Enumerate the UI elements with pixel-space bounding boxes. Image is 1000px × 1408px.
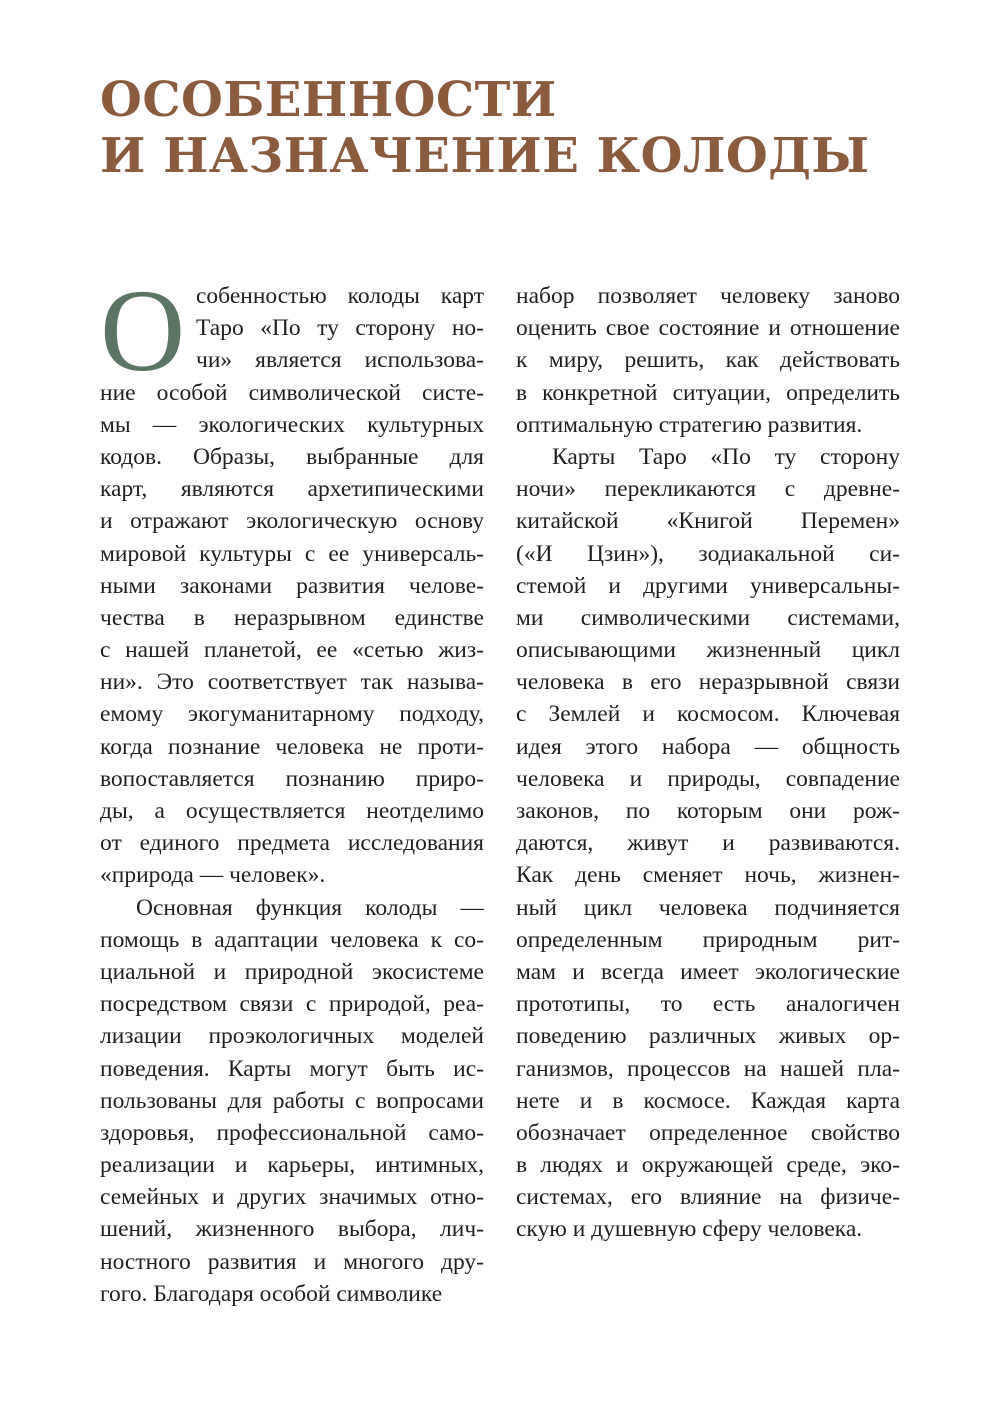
- text-line: ми символическими системами,: [516, 604, 900, 631]
- text-line: ными законами развития челове-: [100, 572, 484, 599]
- text-line: Как день сменяет ночь, жизнен-: [516, 862, 900, 889]
- text-line: набор позволяет человеку заново: [516, 283, 900, 309]
- text-line: с Землей и космосом. Ключевая: [516, 701, 900, 728]
- text-line: ды, а осуществляется неотделимо: [100, 798, 484, 824]
- text-line: Основная функция колоды —: [136, 894, 484, 921]
- text-line: гого. Благодаря особой символике: [100, 1280, 443, 1307]
- text-line: ни». Это соответствует так называ-: [100, 669, 484, 696]
- text-line: человека в его неразрывной связи: [516, 669, 900, 696]
- text-line: системах, его влияние на физиче-: [516, 1184, 900, 1211]
- text-line: даются, живут и развиваются.: [516, 830, 900, 857]
- left-body-text: [100, 377, 484, 1310]
- text-line: ночи» перекликаются с древне-: [516, 476, 900, 503]
- text-line: скую и душевную сферу человека.: [516, 1216, 863, 1243]
- text-line: прототипы, то есть аналогичен: [516, 991, 900, 1018]
- text-line: с нашей планетой, ее «сетью жиз-: [100, 637, 484, 664]
- text-line: идея этого набора — общность: [516, 733, 900, 760]
- left-column: [100, 265, 484, 1310]
- text-line: ный цикл человека подчиняется: [516, 894, 900, 921]
- text-line: циальной и природной экосистеме: [100, 958, 484, 985]
- right-column: [516, 280, 900, 1246]
- text-line: к миру, решить, как действовать: [516, 347, 900, 374]
- text-line: мировой культуры с ее универсаль-: [100, 540, 484, 567]
- title-line-2: И НАЗНАЧЕНИЕ КОЛОДЫ: [100, 128, 870, 184]
- text-line: оптимальную стратегию развития.: [516, 411, 863, 438]
- text-line: описывающими жизненный цикл: [516, 637, 900, 664]
- text-line: нете и в космосе. Каждая карта: [516, 1087, 900, 1114]
- dropcap-line: Таро «По ту сторону но-: [196, 315, 484, 342]
- text-line: реализации и карьеры, интимных,: [100, 1152, 484, 1179]
- text-line: обозначает определенное свойство: [516, 1119, 900, 1146]
- text-line: и отражают экологическую основу: [100, 508, 484, 535]
- text-line: помощь в адаптации человека к со-: [100, 926, 484, 953]
- text-line: емому экогуманитарному подходу,: [100, 701, 484, 728]
- title-line-1: ОСОБЕННОСТИ: [100, 72, 557, 128]
- page-title: [100, 72, 870, 184]
- text-line: лизации проэкологичных моделей: [100, 1023, 484, 1050]
- text-line: кодов. Образы, выбранные для: [100, 443, 484, 470]
- text-line: от единого предмета исследования: [100, 830, 484, 857]
- text-line: карт, являются архетипическими: [100, 476, 484, 503]
- text-line: шений, жизненного выбора, лич-: [100, 1216, 484, 1243]
- text-line: посредством связи с природой, реа-: [100, 991, 484, 1018]
- text-line: китайской «Книгой Перемен»: [516, 508, 900, 535]
- dropcap-line: чи» является использова-: [196, 347, 484, 374]
- text-line: в конкретной ситуации, определить: [516, 379, 900, 406]
- text-line: здоровья, профессиональной само-: [100, 1119, 484, 1146]
- text-line: поведению различных живых ор-: [516, 1023, 900, 1050]
- text-line: законов, по которым они рож-: [516, 798, 900, 824]
- text-line: семейных и других значимых отно-: [100, 1184, 484, 1211]
- dropcap-line: собенностью колоды карт: [196, 283, 484, 309]
- text-line: стемой и другими универсальны-: [516, 572, 900, 599]
- text-line: Карты Таро «По ту сторону: [552, 443, 900, 470]
- text-line: вопоставляется познанию приро-: [100, 765, 484, 792]
- text-line: в людях и окружающей среде, эко-: [516, 1152, 900, 1179]
- text-line: «природа — человек».: [100, 862, 326, 889]
- text-line: ностного развития и многого дру-: [100, 1248, 484, 1275]
- text-line: поведения. Карты могут быть ис-: [100, 1055, 484, 1082]
- right-body-text: [516, 280, 900, 1246]
- text-line: определенным природным рит-: [516, 926, 900, 953]
- text-line: чества в неразрывном единстве: [100, 604, 484, 631]
- text-line: человека и природы, совпадение: [516, 765, 900, 792]
- text-line: ние особой символической систе-: [100, 379, 484, 406]
- text-line: оценить свое состояние и отношение: [516, 315, 900, 342]
- text-line: мы — экологических культурных: [100, 411, 484, 438]
- text-line: мам и всегда имеет экологические: [516, 958, 900, 985]
- text-line: ганизмов, процессов на нашей пла-: [516, 1055, 900, 1082]
- text-line: когда познание человека не проти-: [100, 733, 484, 760]
- drop-cap: О: [100, 265, 186, 396]
- text-line: («И Цзин»), зодиакальной си-: [516, 540, 900, 567]
- text-line: пользованы для работы с вопросами: [100, 1087, 484, 1114]
